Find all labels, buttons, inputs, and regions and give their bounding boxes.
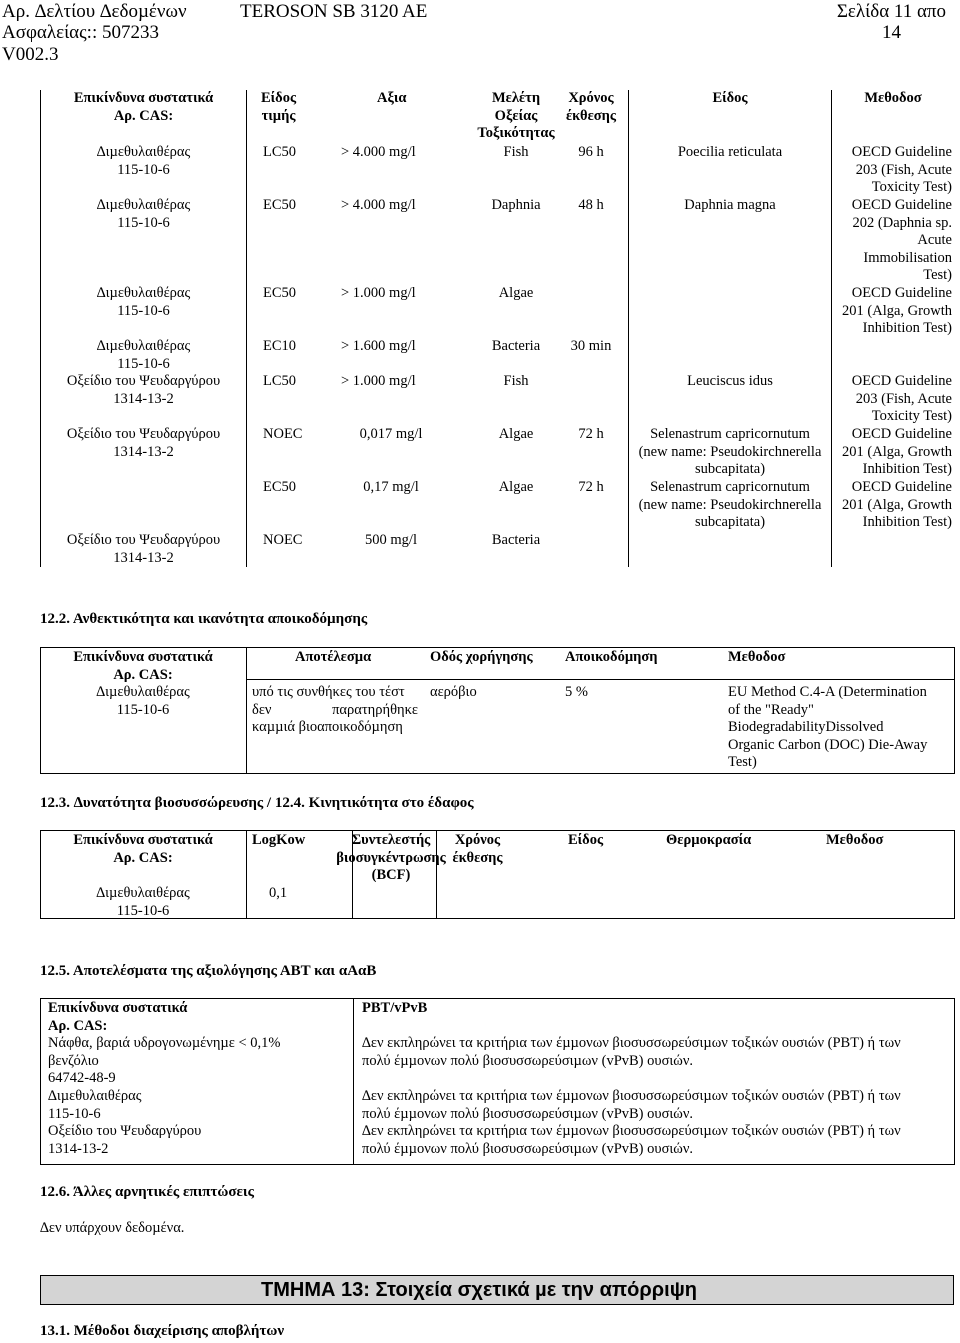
exposure-time: 30 min	[570, 338, 612, 354]
cas-number: 64742-48-9	[48, 1070, 116, 1086]
substance-name: ∆ιµεθυλαιθέρας	[96, 144, 191, 160]
exposure-time: 96 h	[578, 144, 604, 160]
col-header-substance: Επικίνδυνα συστατικά Αρ. CAS:	[73, 832, 213, 866]
cas-number: 115-10-6	[117, 302, 170, 319]
study-type: Algae	[498, 426, 534, 442]
pbt-assessment: ∆εν εκπληρώνει τα κριτήρια των έµµονων βιοσυσσωρεύσιµων τοξικών ουσιών (PBT) ή των πολύ έµµονων πολύ βιοσυσσωρεύσιµων (vPvB) ουσιών.	[362, 1123, 901, 1157]
cas-number: 115-10-6	[117, 214, 170, 231]
pbt-assessment: ∆εν εκπληρώνει τα κριτήρια των έµµονων βιοσυσσωρεύσιµων τοξικών ουσιών (PBT) ή των πολύ έµµονων πολύ βιοσυσσωρεύσιµων (vPvB) ουσιών.	[362, 1035, 901, 1069]
substance-name: ∆ιµεθυλαιθέρας	[96, 285, 191, 301]
study-type: Algae	[498, 285, 534, 301]
cas-number: 115-10-6	[48, 1105, 101, 1122]
col-header-logkow: LogKow	[252, 832, 306, 848]
degradation-percent: 5 %	[565, 684, 588, 700]
section-12-6-text: ∆εν υπάρχουν δεδοµένα.	[40, 1220, 185, 1236]
species: Selenastrum capricornutum (new name: Pseudokirchnerella subcapitata)	[638, 426, 822, 477]
method: OECD Guideline 202 (Daphnia sp. Acute Immobilisation Test)	[851, 197, 952, 283]
study-type: Daphnia	[491, 197, 541, 213]
value: 500 mg/l	[365, 532, 417, 548]
exposure-time: 72 h	[578, 479, 604, 495]
value: > 4.000 mg/l	[341, 197, 416, 213]
col-header-species: Είδος	[712, 90, 748, 106]
substance-name: Οξείδιο του Ψευδαργύρου	[66, 532, 221, 548]
study-type: Fish	[503, 373, 529, 389]
table-row-substance	[48, 1123, 201, 1158]
col-header-species: Είδος	[568, 832, 604, 848]
cas-number: 115-10-6	[117, 161, 170, 178]
col-header-result: Αποτέλεσµα	[295, 649, 372, 665]
col-header-degradation: Αποικοδόµηση	[565, 649, 658, 665]
species: Selenastrum capricornutum (new name: Pseudokirchnerella subcapitata)	[638, 479, 822, 530]
value-type: EC50	[263, 479, 297, 495]
page-total: 14	[882, 22, 901, 43]
value-type: NOEC	[263, 532, 303, 548]
col-header-value: Αξια	[377, 90, 407, 106]
cas-number: 115-10-6	[116, 701, 170, 718]
table-row-substance	[48, 1035, 280, 1088]
value: > 4.000 mg/l	[341, 144, 416, 160]
bioaccumulation-table	[40, 830, 954, 918]
substance-name: Νάφθα, βαριά υδρογονωµένηµε < 0,1%	[48, 1035, 281, 1051]
study-type: Algae	[498, 479, 534, 495]
section-13-banner	[40, 1275, 954, 1305]
toxicity-table	[40, 90, 955, 567]
exposure-time: 48 h	[578, 197, 604, 213]
value-type: NOEC	[263, 426, 303, 442]
table-row-substance	[48, 1088, 141, 1123]
value-type: LC50	[263, 144, 297, 160]
value-type: EC50	[263, 285, 297, 301]
cas-number: 1314-13-2	[113, 549, 174, 566]
species: Daphnia magna	[684, 197, 776, 213]
section-12-5-title: 12.5. Αποτελέσµατα της αξιολόγησης ΑΒΤ και αΑαΒ	[40, 963, 377, 979]
col-header-pbt: PBT/vPvB	[362, 1000, 428, 1016]
col-header-study: Μελέτη Οξείας Τοξικότητας	[477, 90, 555, 141]
value: 0,017 mg/l	[359, 426, 423, 442]
species: Poecilia reticulata	[677, 144, 783, 160]
value: > 1.000 mg/l	[341, 373, 416, 389]
table-row-substance	[40, 885, 246, 920]
cas-number: 115-10-6	[117, 355, 170, 372]
value: > 1.600 mg/l	[341, 338, 416, 354]
section-12-2-title: 12.2. Ανθεκτικότητα και ικανότητα αποικοδόµησης	[40, 611, 368, 627]
pbt-table	[40, 998, 954, 1164]
substance-name: Οξείδιο του Ψευδαργύρου	[66, 373, 221, 389]
substance-name: ∆ιµεθυλαιθέρας	[96, 684, 190, 700]
sds-number: Ασφαλείας:: 507233	[2, 22, 159, 43]
substance-name: ∆ιµεθυλαιθέρας	[96, 885, 190, 901]
study-type: Fish	[503, 144, 529, 160]
col-header-temperature: Θερµοκρασία	[666, 832, 752, 848]
col-header-substance: Επικίνδυνα συστατικά Αρ. CAS:	[73, 90, 214, 124]
col-header-substance: Επικίνδυνα συστατικά Αρ. CAS:	[48, 1000, 188, 1034]
col-header-substance: Επικίνδυνα συστατικά Αρ. CAS:	[73, 649, 213, 683]
substance-name: ∆ιµεθυλαιθέρας	[96, 338, 191, 354]
result-text: υπό τις συνθήκες του τέστ δεν παρατηρήθηκε καµµιά βιοαποικοδόµηση	[252, 684, 418, 735]
section-12-3-title: 12.3. ∆υνατότητα βιοσυσσώρευσης / 12.4. Κινητικότητα στο έδαφος	[40, 795, 474, 811]
species: Leuciscus idus	[687, 373, 773, 389]
method: OECD Guideline 201 (Alga, Growth Inhibition Test)	[842, 426, 952, 477]
substance-name: Οξείδιο του Ψευδαργύρου	[48, 1123, 202, 1139]
degradability-table	[40, 647, 954, 773]
section-13-title: ΤΜΗΜΑ 13: Στοιχεία σχετικά µε την απόρριψη	[261, 1279, 697, 1301]
value: 0,17 mg/l	[363, 479, 419, 495]
study-type: Bacteria	[491, 338, 541, 354]
method: EU Method C.4-A (Determination of the "Ready" BiodegradabilityDissolved Organic Carbon (DOC) Die-Away Test)	[728, 684, 928, 770]
substance-name: Οξείδιο του Ψευδαργύρου	[66, 426, 221, 442]
substance-name-cont: βενζόλιο	[48, 1052, 99, 1069]
value: > 1.000 mg/l	[341, 285, 416, 301]
method: OECD Guideline 201 (Alga, Growth Inhibition Test)	[842, 285, 952, 336]
col-header-value-type: Είδος τιµής	[261, 90, 297, 124]
cas-number: 1314-13-2	[113, 443, 174, 460]
version: V002.3	[2, 44, 59, 65]
value-type: EC10	[263, 338, 297, 354]
cas-number: 1314-13-2	[113, 390, 174, 407]
value-type: EC50	[263, 197, 297, 213]
col-header-route: Οδός χορήγησης	[430, 649, 533, 665]
method: OECD Guideline 201 (Alga, Growth Inhibition Test)	[842, 479, 952, 530]
route: αερόβιο	[430, 684, 477, 700]
cas-number: 1314-13-2	[48, 1140, 109, 1157]
col-header-method: Μεθοδοσ	[728, 649, 786, 665]
substance-name: ∆ιµεθυλαιθέρας	[96, 197, 191, 213]
product-name: TEROSON SB 3120 AE	[240, 1, 428, 22]
cas-number: 115-10-6	[116, 902, 170, 919]
col-header-bcf: Συντελεστής βιοσυγκέντρωσης (BCF)	[336, 832, 446, 883]
study-type: Bacteria	[491, 532, 541, 548]
sds-number-label: Αρ. ∆ελτίου ∆εδοµένων	[2, 1, 187, 22]
table-row-substance	[40, 684, 246, 719]
section-12-6-title: 12.6. Άλλες αρνητικές επιπτώσεις	[40, 1184, 254, 1200]
col-header-exposure: Χρόνος έκθεσης	[565, 90, 617, 124]
method: OECD Guideline 203 (Fish, Acute Toxicity Test)	[851, 144, 952, 195]
value-type: LC50	[263, 373, 297, 389]
col-header-exposure: Χρόνος έκθεσης	[452, 832, 503, 866]
exposure-time: 72 h	[578, 426, 604, 442]
substance-name: ∆ιµεθυλαιθέρας	[48, 1088, 142, 1104]
logkow-value: 0,1	[269, 885, 288, 901]
page-label: Σελίδα 11 απο	[836, 1, 946, 22]
col-header-method: Μεθοδοσ	[826, 832, 884, 848]
section-13-1-title: 13.1. Μέθοδοι διαχείρισης αποβλήτων	[40, 1323, 285, 1339]
col-header-method: Μεθοδοσ	[864, 90, 922, 106]
pbt-assessment: ∆εν εκπληρώνει τα κριτήρια των έµµονων βιοσυσσωρεύσιµων τοξικών ουσιών (PBT) ή των πολύ έµµονων πολύ βιοσυσσωρεύσιµων (vPvB) ουσιών.	[362, 1088, 901, 1122]
method: OECD Guideline 203 (Fish, Acute Toxicity Test)	[851, 373, 952, 424]
